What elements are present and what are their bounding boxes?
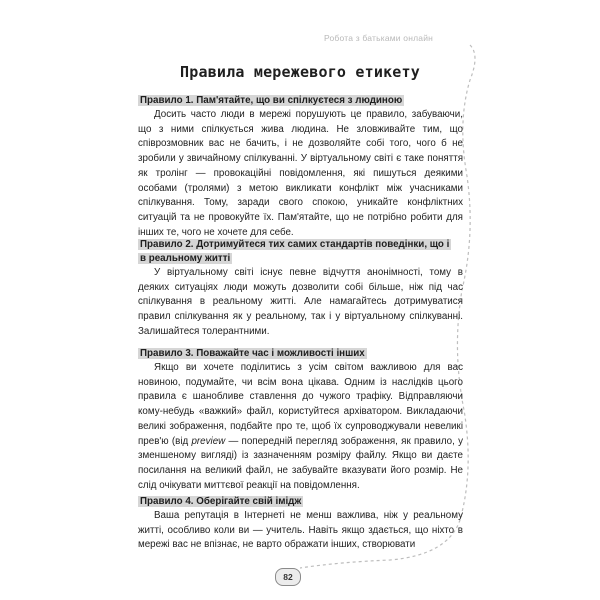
- rule-3-text: Якщо ви хочете поділитись з усім світом важливою для вас новиною, подумайте, чи всім вона цікава. Одним із наслідків цього правила є шанобливе ставлення до чужого трафіку. Відправляючи кому-небудь «важкий» файл, користуйтеся архіватором. Викладаючи великі зображення, подбайте про те, щоб їх супроводжували невеликі прев'ю (від preview — попередній перегляд зображення, як правило, у зменшеному вигляді) із зазначенням розміру файлу. Якщо ви даєте посилання на великий файл, не забувайте вказувати його розмір. Не слід очікувати миттєвої реакції на повідомлення.: [138, 362, 463, 491]
- rule-4-heading: Правило 4. Оберігайте свій імідж: [140, 496, 302, 507]
- rule-2-heading: Правило 2. Дотримуйтеся тих самих стандартів поведінки, що і в реальному житті: [140, 239, 450, 264]
- rule-2-text: У віртуальному світі існує певне відчуття анонімності, тому в деяких ситуаціях люди можуть дозволити собі більше, ніж під час спілкування в реальному житті. Але намагайтесь дотримуватися правил спілкування як у реальному, так і у віртуальному спілкуванні. Залишайтеся толерантними.: [138, 267, 463, 337]
- rule-1-text: Досить часто люди в мережі порушують це правило, забуваючи, що з ними спілкується жива людина. Не зловживайте тим, що співрозмовник вас не бачить, і не дозволяйте собі того, чого б не зробили у звичайному спілкуванні. У віртуальному світі є таке поняття як тролінг — провокаційні повідомлення, які пишуться деякими особами (тролями) з метою викликати конфлікт між учасниками спілкування. Тому, заради свого спокою, уникайте конфліктних ситуацій та не провокуйте їх. Пам'ятайте, що не потрібно робити для інших те, чого не хочете для себе.: [138, 109, 463, 238]
- rule-4-text: Ваша репутація в Інтернеті не менш важлива, ніж у реальному житті, особливо коли ви — учитель. Навіть якщо здається, що ніхто в мережі вас не впізнає, не варто ображати інших, створювати: [138, 510, 463, 551]
- rule-1-heading: Правило 1. Пам'ятайте, що ви спілкуєтеся з людиною: [140, 95, 403, 106]
- page-title: Правила мережевого етикету: [180, 63, 420, 81]
- running-head: Робота з батьками онлайн: [324, 33, 434, 43]
- page-number: 82: [275, 568, 301, 586]
- rule-3-heading: Правило 3. Поважайте час і можливості інших: [140, 348, 365, 359]
- preview-term: preview: [191, 435, 226, 447]
